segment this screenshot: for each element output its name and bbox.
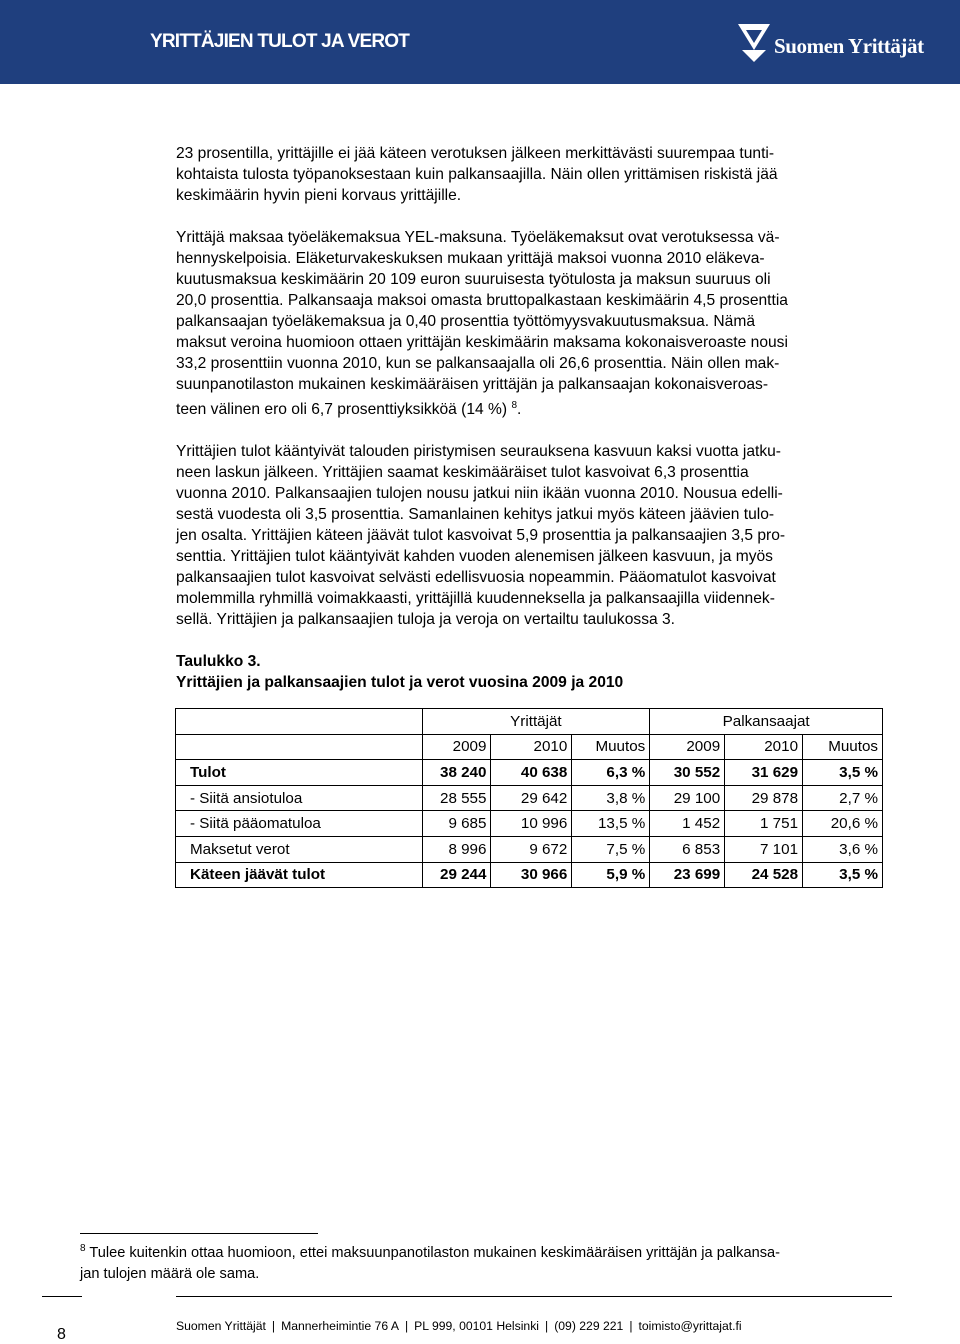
- page-number-divider: [42, 1296, 82, 1297]
- table-row: [176, 785, 883, 811]
- text-line: kuutusmaksua keskimäärin 20 109 euron suuruisesta työtulosta ja maksun suuruus oli: [176, 271, 771, 288]
- table-cell: 24 528: [725, 862, 803, 888]
- text-line: suunpanotilaston mukainen keskimääräisen yrittäjän ja palkansaajan kokonaisveroas-: [176, 376, 769, 393]
- group-header-yrittajat: Yrittäjät: [422, 709, 650, 735]
- table-row: [176, 811, 883, 837]
- footnote-mark: 8: [80, 1243, 86, 1254]
- table-cell: 9 685: [422, 811, 491, 837]
- table-cell: 6 853: [650, 836, 725, 862]
- column-header: 2009: [422, 734, 491, 760]
- footer-org: Suomen Yrittäjät: [176, 1319, 266, 1333]
- column-header: 2010: [491, 734, 572, 760]
- table-cell: 40 638: [491, 760, 572, 786]
- footer-email-link[interactable]: toimisto@yrittajat.fi: [638, 1319, 742, 1333]
- footer-separator: |: [404, 1319, 409, 1333]
- row-label: Tulot: [176, 760, 423, 786]
- text-segment: .: [517, 401, 522, 419]
- footer-separator: |: [545, 1319, 549, 1333]
- footnote: [80, 1238, 888, 1285]
- table-cell: 2,7 %: [803, 785, 883, 811]
- table-cell: 29 878: [725, 785, 803, 811]
- text-line: sestä vuodesta oli 3,5 prosenttia. Samanlainen kehitys jatkui myös käteen jäävien tulo-: [176, 506, 775, 524]
- footer-address: Mannerheimintie 76 A: [281, 1319, 399, 1333]
- page-footer: [176, 1319, 742, 1333]
- column-header: Muutos: [572, 734, 650, 760]
- page-number: 8: [57, 1326, 66, 1343]
- text-line: palkansaajan työeläkemaksua ja 0,40 prosenttia työttömyysvakuutusmaksua. Nämä: [176, 313, 756, 330]
- table-cell: 8 996: [422, 836, 491, 862]
- footer-po-box: PL 999, 00101 Helsinki: [414, 1319, 540, 1333]
- table-cell: 23 699: [650, 862, 725, 888]
- income-tax-table: [175, 708, 883, 888]
- text-line: palkansaajien tulot kasvoivat selvästi edellisvuosia nopeammin. Pääomatulot kasvoivat: [176, 569, 776, 587]
- table-cell: 7,5 %: [572, 836, 650, 862]
- table-cell: 5,9 %: [572, 862, 650, 888]
- table-cell: 6,3 %: [572, 760, 650, 786]
- footer-divider: [176, 1296, 892, 1297]
- footnote-reference[interactable]: 8: [511, 400, 518, 411]
- table-cell: 3,6 %: [803, 836, 883, 862]
- logo-mark-icon: [736, 20, 772, 64]
- text-line: 20,0 prosenttia. Palkansaaja maksoi omasta bruttopalkastaan keskimäärin 4,5 prosenttia: [176, 292, 788, 309]
- table-cell: 30 966: [491, 862, 572, 888]
- table-caption-number: Taulukko 3.: [176, 653, 261, 671]
- text-line: vuonna 2010. Palkansaajien tulojen nousu jatkui niin ikään vuonna 2010. Nousua edelli-: [176, 485, 783, 503]
- table-cell: 9 672: [491, 836, 572, 862]
- table-cell: 28 555: [422, 785, 491, 811]
- table-cell: 31 629: [725, 760, 803, 786]
- table-row: [176, 836, 883, 862]
- table-cell: 3,5 %: [803, 862, 883, 888]
- paragraph-1: [176, 143, 884, 206]
- table-group-header-row: [176, 709, 883, 735]
- footer-phone: (09) 229 221: [554, 1319, 624, 1333]
- table-header-blank: [176, 734, 423, 760]
- table-cell: 29 642: [491, 785, 572, 811]
- table-column-header-row: [176, 734, 883, 760]
- text-line: keskimäärin hyvin pieni korvaus yrittäjille.: [176, 187, 462, 204]
- text-line: Yrittäjä maksaa työeläkemaksua YEL-maksuna. Työeläkemaksut ovat verotuksessa vä-: [176, 229, 780, 246]
- row-label: Maksetut verot: [176, 836, 423, 862]
- table-cell: 13,5 %: [572, 811, 650, 837]
- text-line: molemmilla ryhmillä voimakkaasti, yrittäjillä kuudenneksella ja palkansaajilla viidennek-: [176, 590, 775, 608]
- table-cell: 29 100: [650, 785, 725, 811]
- table-cell: 30 552: [650, 760, 725, 786]
- footer-separator: |: [271, 1319, 276, 1333]
- table-cell: 7 101: [725, 836, 803, 862]
- footnote-line: jan tulojen määrä ole sama.: [80, 1266, 260, 1282]
- paragraph-3: [176, 441, 884, 630]
- table-corner-cell: [176, 709, 423, 735]
- table-cell: 3,8 %: [572, 785, 650, 811]
- text-line: senttia. Yrittäjien tulot kääntyivät kahden vuoden alenemisen jälkeen kasvuun, ja myös: [176, 548, 773, 566]
- table-caption-title: Yrittäjien ja palkansaajien tulot ja verot vuosina 2009 ja 2010: [176, 674, 624, 692]
- text-line: Yrittäjien tulot kääntyivät talouden piristymisen seurauksena kasvuun kaksi vuotta jatku-: [176, 443, 782, 461]
- page-header: [0, 0, 960, 84]
- text-line: maksut veroina huomioon ottaen yrittäjän keskimäärin maksama kokonaisveroaste nousi: [176, 334, 788, 351]
- column-header: 2009: [650, 734, 725, 760]
- text-line: jen osalta. Yrittäjien käteen jäävät tulot kasvoivat 5,9 prosenttia ja palkansaajien 3,5 pro-: [176, 527, 786, 545]
- row-label: Käteen jäävät tulot: [176, 862, 423, 888]
- table-cell: 20,6 %: [803, 811, 883, 837]
- table-row: [176, 862, 883, 888]
- text-line: sellä. Yrittäjien ja palkansaajien tuloja ja veroja on vertailtu taulukossa 3.: [176, 611, 676, 629]
- column-header: Muutos: [803, 734, 883, 760]
- text-line: kohtaista tulosta työpanoksestaan kuin palkansaajilla. Näin ollen yrittämisen riskistä jää: [176, 166, 778, 183]
- logo-text: Suomen Yrittäjät: [774, 34, 924, 58]
- footnote-line: [80, 1238, 888, 1264]
- group-header-palkansaajat: Palkansaajat: [650, 709, 883, 735]
- table-cell: 1 452: [650, 811, 725, 837]
- text-line: 23 prosentilla, yrittäjille ei jää käteen verotuksen jälkeen merkittävästi suurempaa tunti-: [176, 145, 775, 162]
- footnote-divider: [80, 1233, 318, 1234]
- text-line: [176, 395, 884, 420]
- text-line: neen laskun jälkeen. Yrittäjien saamat keskimääräiset tulot kasvoivat 6,3 prosenttia: [176, 464, 749, 482]
- table-cell: 29 244: [422, 862, 491, 888]
- footer-separator: |: [629, 1319, 633, 1333]
- table-cell: 3,5 %: [803, 760, 883, 786]
- text-line: hennyskelpoisia. Eläketurvakeskuksen mukaan yrittäjä maksoi vuonna 2010 eläkeva-: [176, 250, 765, 267]
- table-row: [176, 760, 883, 786]
- row-label: - Siitä ansiotuloa: [176, 785, 423, 811]
- table-cell: 38 240: [422, 760, 491, 786]
- footnote-text: Tulee kuitenkin ottaa huomioon, ettei maksuunpanotilaston mukainen keskimääräisen yrittäjän ja palkansa-: [89, 1245, 780, 1261]
- row-label: - Siitä pääomatuloa: [176, 811, 423, 837]
- main-content: [176, 143, 884, 693]
- table-cell: 1 751: [725, 811, 803, 837]
- text-segment: teen välinen ero oli 6,7 prosenttiyksikköä (14 %): [176, 401, 508, 419]
- text-line: 33,2 prosenttiin vuonna 2010, kun se palkansaajalla oli 26,6 prosenttia. Näin ollen mak-: [176, 355, 780, 372]
- table-cell: 10 996: [491, 811, 572, 837]
- column-header: 2010: [725, 734, 803, 760]
- suomen-yrittajat-logo: [736, 20, 936, 70]
- header-title: YRITTÄJIEN TULOT JA VEROT: [150, 31, 410, 52]
- paragraph-2: [176, 227, 884, 420]
